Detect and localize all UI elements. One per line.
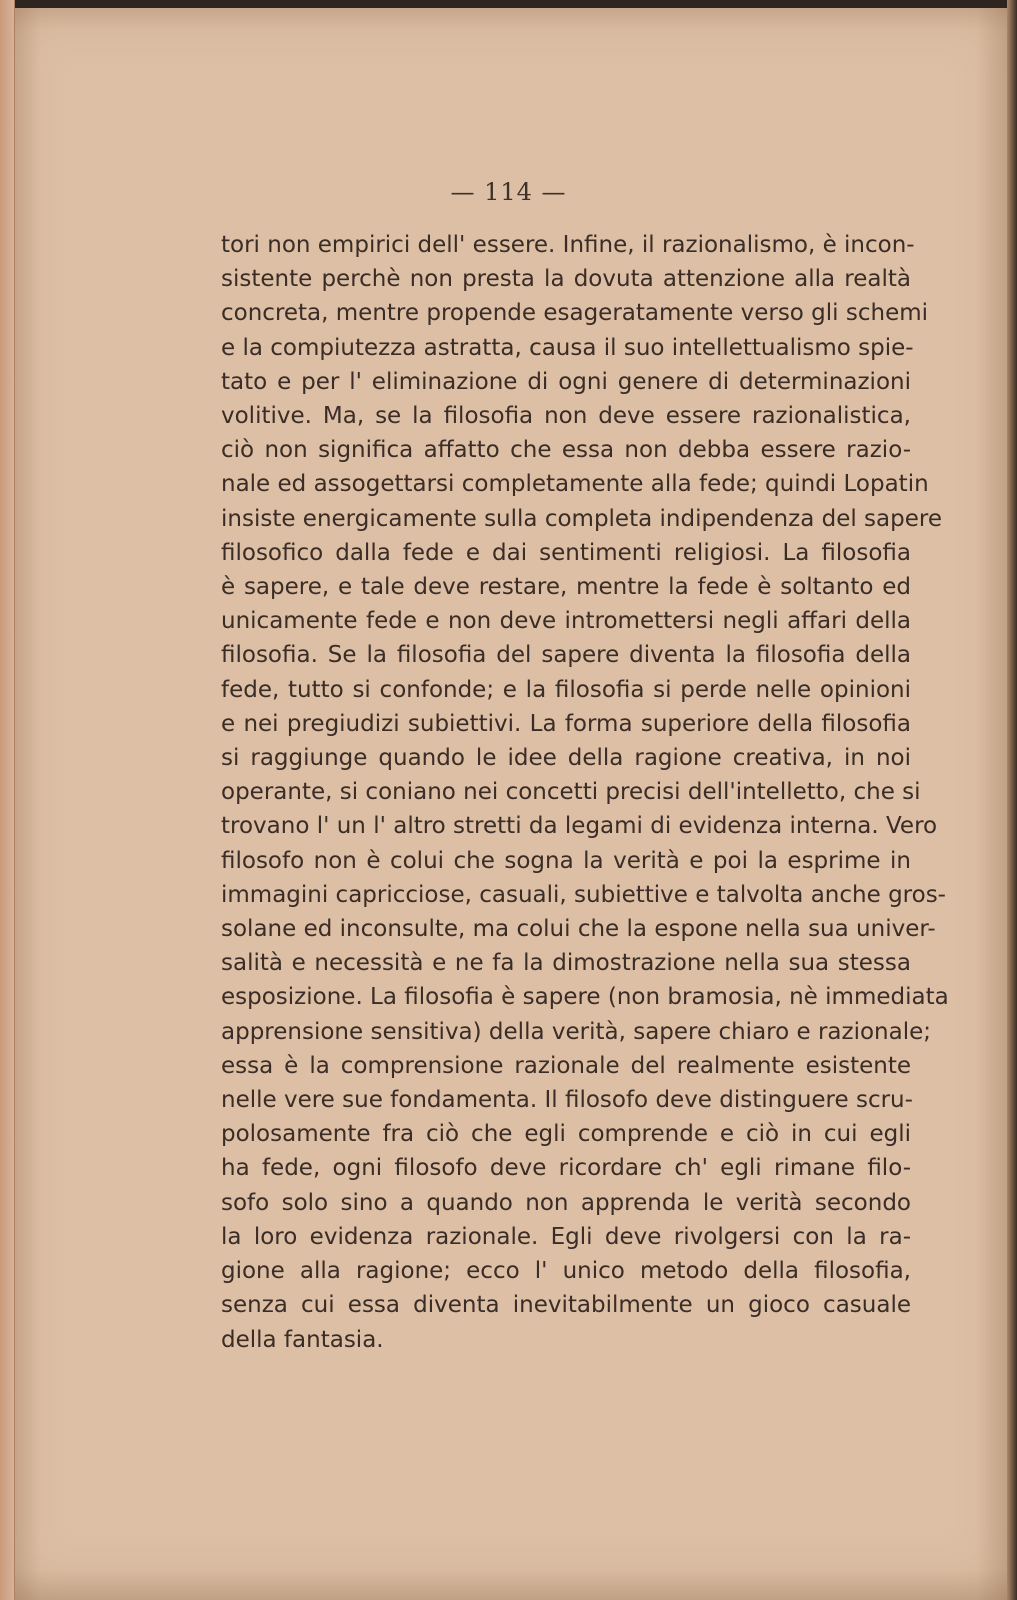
text-line: concreta, mentre propende esageratamente verso gli schemi: [221, 300, 929, 327]
text-line: trovano l' un l' altro stretti da legami di evidenza interna. Vero: [221, 813, 938, 840]
text-line: esposizione. La filosofia è sapere (non bramosia, nè immediata: [221, 984, 949, 1011]
text-line: si raggiunge quando le idee della ragione creativa, in noi: [221, 745, 911, 772]
text-line: fede, tutto si confonde; e la filosofia si perde nelle opinioni: [221, 676, 911, 703]
text-line: senza cui essa diventa inevitabilmente un gioco casuale: [221, 1292, 911, 1319]
text-line: polosamente fra ciò che egli comprende e ciò in cui egli: [221, 1121, 911, 1148]
text-line: nelle vere sue fondamenta. Il filosofo deve distinguere scru-: [221, 1087, 913, 1114]
text-line: tori non empirici dell' essere. Infine, il razionalismo, è incon-: [221, 232, 915, 258]
page-top-edge: [0, 0, 1017, 8]
text-line: insiste energicamente sulla completa indipendenza del sapere: [221, 505, 942, 532]
text-line: della fantasia.: [221, 1326, 384, 1353]
text-line: e la compiutezza astratta, causa il suo intellettualismo spie-: [221, 334, 914, 361]
text-line: solane ed inconsulte, ma colui che la espone nella sua univer-: [221, 916, 936, 943]
body-text: [221, 228, 949, 1357]
page-number: — 114 —: [450, 178, 567, 206]
text-line: sofo solo sino a quando non apprenda le verità secondo: [221, 1189, 911, 1216]
text-line: filosofo non è colui che sogna la verità e poi la esprime in: [221, 847, 911, 874]
text-line: operante, si coniano nei concetti precisi dell'intelletto, che si: [221, 779, 921, 806]
text-line: essa è la comprensione razionale del realmente esistente: [221, 1052, 911, 1079]
text-line: volitive. Ma, se la filosofia non deve essere razionalistica,: [221, 403, 911, 430]
text-line: ciò non significa affatto che essa non debba essere razio-: [221, 437, 911, 464]
text-line: filosofia. Se la filosofia del sapere diventa la filosofia della: [221, 642, 911, 669]
text-line: e nei pregiudizi subiettivi. La forma superiore della filosofia: [221, 710, 911, 737]
page-left-edge: [0, 0, 15, 1600]
text-line: gione alla ragione; ecco l' unico metodo della filosofia,: [221, 1258, 911, 1285]
text-line: nale ed assogettarsi completamente alla fede; quindi Lopatin: [221, 471, 929, 498]
text-line: filosofico dalla fede e dai sentimenti religiosi. La filosofia: [221, 539, 911, 566]
page-right-edge: [1007, 0, 1017, 1600]
text-line: immagini capricciose, casuali, subiettive e talvolta anche gros-: [221, 881, 946, 908]
text-line: la loro evidenza razionale. Egli deve rivolgersi con la ra-: [221, 1223, 911, 1250]
text-line: è sapere, e tale deve restare, mentre la fede è soltanto ed: [221, 574, 911, 601]
text-line: tato e per l' eliminazione di ogni genere di determinazioni: [221, 368, 911, 395]
text-line: unicamente fede e non deve intromettersi negli affari della: [221, 608, 911, 635]
text-line: apprensione sensitiva) della verità, sapere chiaro e razionale;: [221, 1018, 932, 1045]
text-line: salità e necessità e ne fa la dimostrazione nella sua stessa: [221, 950, 911, 977]
text-line: sistente perchè non presta la dovuta attenzione alla realtà: [221, 266, 911, 293]
text-line: ha fede, ogni filosofo deve ricordare ch' egli rimane filo-: [221, 1155, 911, 1182]
